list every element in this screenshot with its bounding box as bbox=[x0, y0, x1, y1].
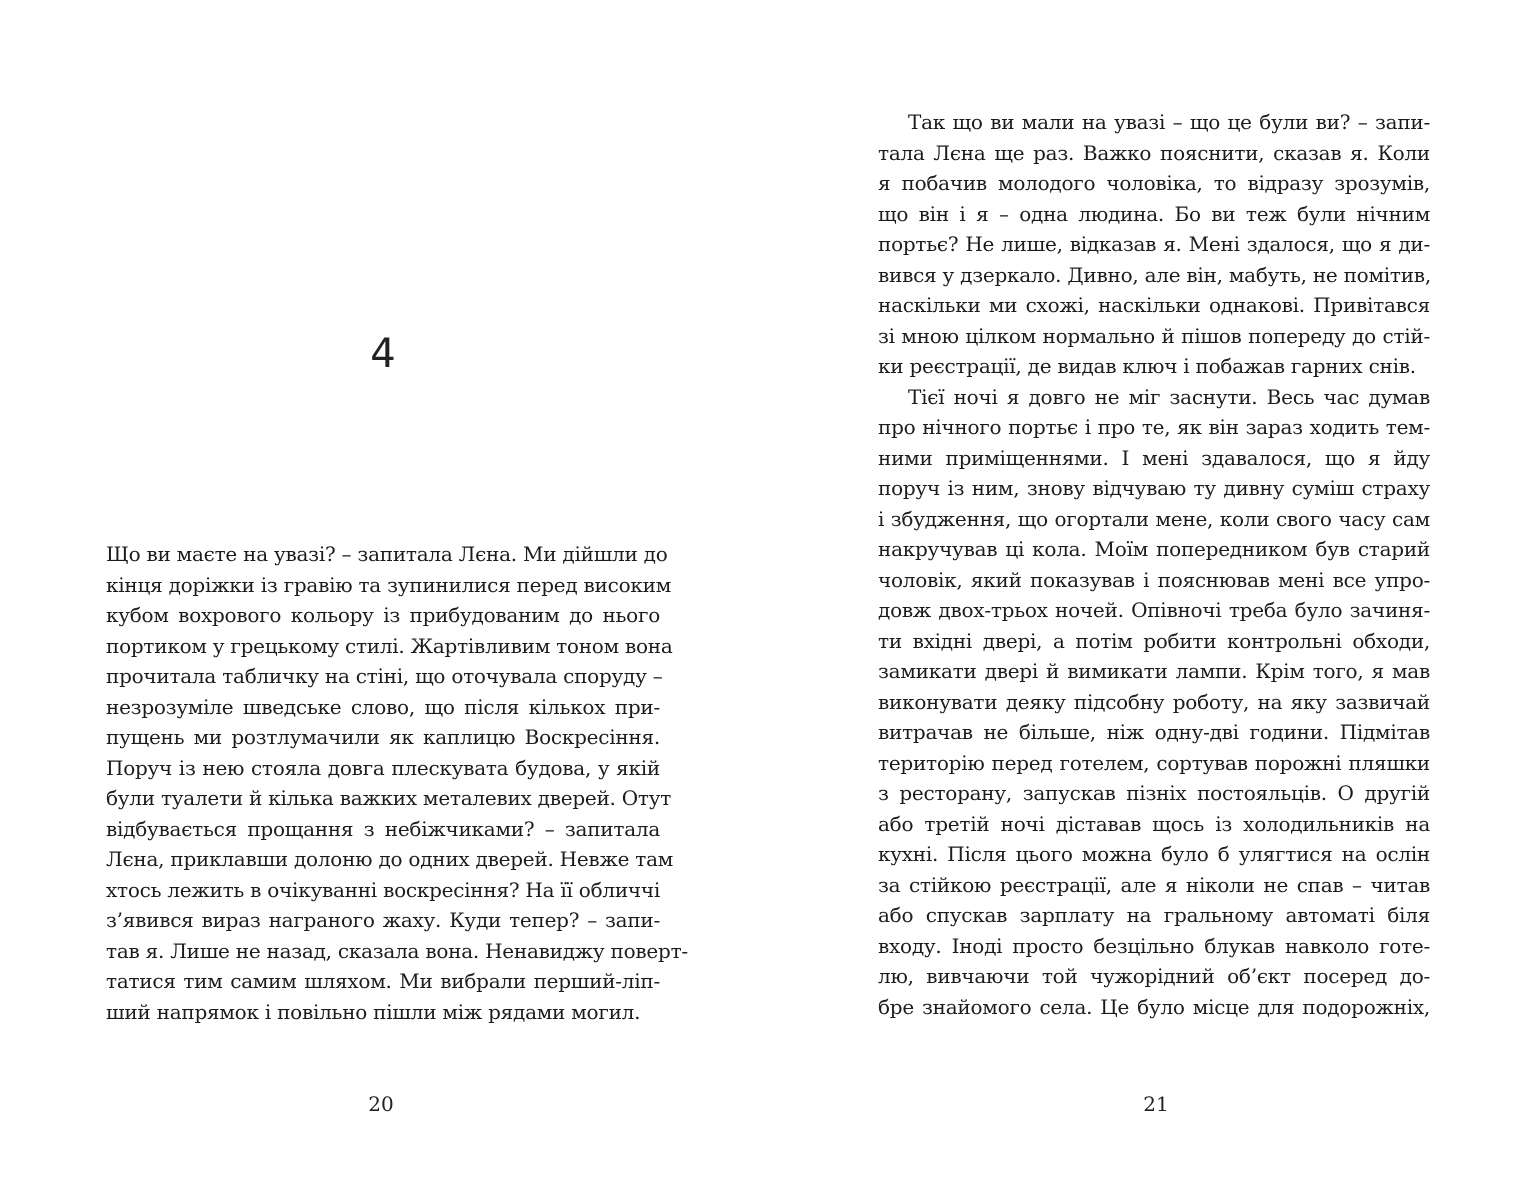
text-line: і збудження, що огортали мене, коли свого часу сам bbox=[878, 506, 1430, 531]
text-line: бре знайомого села. Це було місце для подорожніх, bbox=[878, 994, 1430, 1019]
text-line: були туалети й кілька важких металевих дверей. Отут bbox=[106, 786, 672, 810]
text-line: кінця доріжки із гравію та зупинилися перед високим bbox=[106, 572, 671, 597]
text-line: ти вхідні двері, а потім робити контрольні обходи, bbox=[878, 628, 1430, 653]
text-line: вився у дзеркало. Дивно, але він, мабуть, не помітив, bbox=[878, 262, 1431, 287]
text-line: за стійкою реєстрації, але я ніколи не спав – читав bbox=[878, 872, 1430, 897]
right-page-text bbox=[878, 107, 1430, 1022]
text-line: витрачав не більше, ніж одну-дві години. Підмітав bbox=[878, 720, 1430, 744]
text-line: відбувається прощання з небіжчиками? – запитала bbox=[106, 816, 660, 841]
page-number-left: 20 bbox=[368, 1092, 394, 1116]
text-line: прочитала табличку на стіні, що оточувала споруду – bbox=[106, 664, 663, 688]
text-line: портиком у грецькому стилі. Жартівливим тоном вона bbox=[106, 633, 673, 658]
right-page bbox=[768, 0, 1536, 1182]
text-line: Поруч із нею стояла довга плескувата будова, у якій bbox=[106, 755, 660, 780]
text-line: чоловік, який показував і пояснював мені все упро- bbox=[878, 567, 1430, 592]
text-line: пущень ми розтлумачили як каплицю Воскресіння. bbox=[106, 725, 660, 749]
text-line: виконувати деяку підсобну роботу, на яку зазвичай bbox=[878, 689, 1430, 714]
text-line: Тієї ночі я довго не міг заснути. Весь час думав bbox=[908, 384, 1430, 409]
text-line: або третій ночі діставав щось із холодильників на bbox=[878, 811, 1430, 836]
text-line: що він і я – одна людина. Бо ви теж були нічним bbox=[878, 201, 1430, 226]
text-line: ки реєстрації, де видав ключ і побажав гарних снів. bbox=[878, 354, 1416, 378]
text-line: тала Лєна ще раз. Важко пояснити, сказав я. Коли bbox=[878, 140, 1430, 165]
text-line: довж двох-трьох ночей. Опівночі треба було зачиня- bbox=[878, 598, 1430, 622]
text-line: татися тим самим шляхом. Ми вибрали перший-ліп- bbox=[106, 969, 660, 993]
text-line: кухні. Після цього можна було б улягтися на ослін bbox=[878, 842, 1430, 866]
text-line: зі мною цілком нормально й пішов попереду до стій- bbox=[878, 323, 1430, 348]
text-line: поруч із ним, знову відчуваю ту дивну суміш страху bbox=[878, 476, 1430, 500]
text-line: портьє? Не лише, відказав я. Мені здалося, що я ди- bbox=[878, 232, 1430, 256]
text-line: кубом вохрового кольору із прибудованим до нього bbox=[106, 603, 660, 627]
text-line: незрозуміле шведське слово, що після кількох при- bbox=[106, 694, 660, 719]
text-line: ними приміщеннями. І мені здавалося, що я йду bbox=[878, 445, 1430, 470]
text-line: з ресторану, запускав пізніх постояльців. О другій bbox=[878, 781, 1430, 805]
text-line: територію перед готелем, сортував порожні пляшки bbox=[878, 750, 1430, 775]
text-line: або спускав зарплату на гральному автоматі біля bbox=[878, 903, 1430, 927]
left-page-text bbox=[106, 539, 688, 1027]
text-line: накручував ці кола. Моїм попередником був старий bbox=[878, 537, 1430, 561]
text-line: я побачив молодого чоловіка, то відразу зрозумів, bbox=[878, 171, 1430, 195]
text-line: Так що ви мали на увазі – що це були ви? – запи- bbox=[908, 110, 1430, 134]
text-line: замикати двері й вимикати лампи. Крім того, я мав bbox=[878, 659, 1430, 683]
text-line: Що ви маєте на увазі? – запитала Лєна. Ми дійшли до bbox=[106, 542, 668, 566]
page-number-right: 21 bbox=[1143, 1092, 1169, 1116]
text-line: Лєна, приклавши долоню до одних дверей. Невже там bbox=[106, 847, 674, 871]
text-line: хтось лежить в очікуванні воскресіння? На її обличчі bbox=[106, 877, 660, 902]
text-line: з’явився вираз награного жаху. Куди тепер? – запи- bbox=[106, 908, 660, 932]
text-line: лю, вивчаючи той чужорідний об’єкт посеред до- bbox=[878, 964, 1430, 988]
text-line: тав я. Лише не назад, сказала вона. Ненавиджу поверт- bbox=[106, 938, 688, 963]
text-line: про нічного портьє і про те, як він зараз ходить тем- bbox=[878, 415, 1430, 439]
text-line: ший напрямок і повільно пішли між рядами могил. bbox=[106, 999, 641, 1024]
chapter-number: 4 bbox=[370, 331, 396, 377]
text-line: входу. Іноді просто безцільно блукав навколо готе- bbox=[878, 933, 1430, 958]
text-line: наскільки ми схожі, наскільки однакові. Привітався bbox=[878, 293, 1430, 317]
